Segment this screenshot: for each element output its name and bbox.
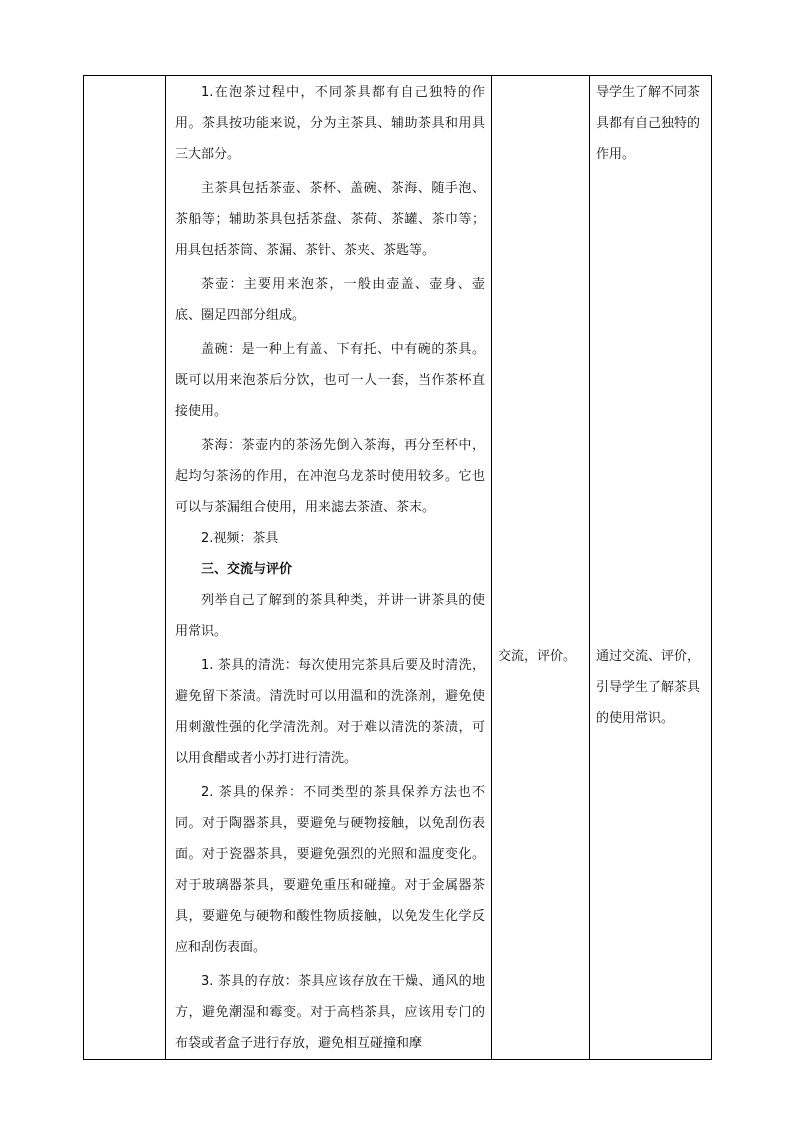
design-intent-cell <box>590 76 712 1060</box>
content-paragraph-5: 茶海：茶壶内的茶汤先倒入茶海，再分至杯中，起均匀茶汤的作用，在冲泡乌龙茶时使用较多。它也可以与茶漏组合使用，用来滤去茶渣、茶末。 <box>175 438 485 515</box>
content-paragraph-7: 1. 茶具的清洗：每次使用完茶具后要及时清洗，避免留下茶渍。清洗时可以用温和的洗涤剂，避免使用刺激性强的化学清洗剂。对于难以清洗的茶渍，可以用食醋或者小苏打进行清洗。 <box>175 658 485 766</box>
video-item: 2.视频：茶具 <box>201 531 279 546</box>
content-paragraph-1: 1.在泡茶过程中，不同茶具都有自己独特的作用。茶具按功能来说，分为主茶具、辅助茶具和用具三大部分。 <box>175 85 485 162</box>
lesson-plan-table <box>83 75 712 1060</box>
content-paragraph-4: 盖碗：是一种上有盖、下有托、中有碗的茶具。既可以用来泡茶后分饮，也可一人一套，当作茶杯直接使用。 <box>175 342 485 419</box>
content-paragraph-8: 2. 茶具的保养：不同类型的茶具保养方法也不同。对于陶器茶具，要避免与硬物接触，以免刮伤表面。对于瓷器茶具，要避免强烈的光照和温度变化。对于玻璃器茶具，要避免重压和碰撞。对于金属器茶具，要避免与硬物和酸性物质接触，以免发生化学反应和刮伤表面。 <box>175 785 485 955</box>
content-paragraph-3: 茶壶：主要用来泡茶，一般由壶盖、壶身、壶底、圈足四部分组成。 <box>175 277 485 323</box>
content-paragraph-9: 3. 茶具的存放：茶具应该存放在干燥、通风的地方，避免潮湿和霉变。对于高档茶具，应该用专门的布袋或者盒子进行存放，避免相互碰撞和摩 <box>175 974 485 1051</box>
design-intent-bottom-text: 通过交流、评价，引导学生了解茶具的使用常识。 <box>596 649 701 726</box>
content-paragraph-2: 主茶具包括茶壶、茶杯、盖碗、茶海、随手泡、茶船等；辅助茶具包括茶盘、茶荷、茶罐、茶巾等；用具包括茶筒、茶漏、茶针、茶夹、茶匙等。 <box>175 181 485 258</box>
design-intent-top-text: 导学生了解不同茶具都有自己独特的作用。 <box>596 85 701 162</box>
teaching-content-cell <box>166 76 492 1060</box>
student-activity-cell <box>492 76 590 1060</box>
section-label-cell <box>84 76 166 1060</box>
content-paragraph-6: 列举自己了解到的茶具种类，并讲一讲茶具的使用常识。 <box>175 593 485 639</box>
section-heading: 三、交流与评价 <box>201 562 293 577</box>
table-row <box>84 76 712 1060</box>
student-activity-text: 交流，评价。 <box>498 649 577 664</box>
